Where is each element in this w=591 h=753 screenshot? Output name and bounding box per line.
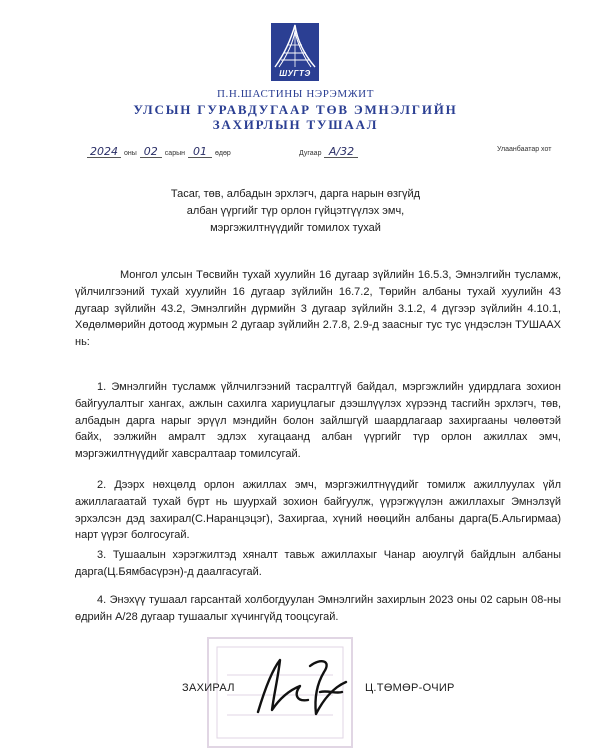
date-year: 2024 [87, 146, 121, 158]
year-label: оны [124, 150, 137, 157]
month-label: сарын [164, 150, 185, 157]
date-day: 01 [188, 146, 212, 158]
logo-text: ШУГТЭ [279, 69, 311, 78]
order-item-3: 3. Тушаалын хэрэгжилтэд хяналт тавьж ажиллахыг Чанар аюулгүй байдлын албаны дарга(Ц.Бямбасүрэн)-д даалгасугай. [75, 549, 561, 578]
date-month: 02 [140, 146, 162, 158]
hospital-logo [271, 23, 319, 81]
intro-paragraph: Монгол улсын Төсвийн тухай хуулийн 16 дугаар зүйлийн 16.5.3, Эмнэлгийн тусламж, үйлчилгээний тухай хуулийн 16 дугаар зүйлийн 16.7.2, Төрийн албаны тухай хуулийн 43 дугаар зүйлийн 43.2, Эмнэлгийн дүрмийн 3 дугаар зүйлийн 3.1.2, 4 дүгээр зүйлийн 4.10.1, Хөдөлмөрийн дотоод журмын 2 дугаар зүйлийн 2.7.8, 2.9-д заасныг тус тус үндэслэн ТУШААХ нь: [75, 269, 561, 349]
city-label: Улаанбаатар хот [497, 146, 552, 153]
order-item-2: 2. Дээрх нөхцөлд орлон ажиллах эмч, мэргэжилтнүүдийг томилж ажиллуулах үйл ажиллагаатай тухай бүрт нь шуурхай зохион байгуулж, үүрэгжүүлэн ажиллахыг Эмнэлзүй эрхэлсэн дэд захирал(С.Наранцэцэг), Захиргаа, хүний нөөцийн албаны дарга(Б.Альгирмаа) нарт үүрэг болгосугай. [75, 479, 561, 542]
order-number: А/32 [324, 146, 358, 158]
order-item-1: 1. Эмнэлгийн тусламж үйлчилгээний тасралтгүй байдал, мэргэжлийн удирдлага зохион байгуулалтыг хангах, ажлын сахилга хариуцлагыг дээшлүүлэх хүрээнд тасгийн эрхлэгч, төв, албадын дарга нарыг эрүүл мэндийн болон зайлшгүй шаардлагаар захиргааны чөлөөтэй байх, ээлжийн амралт эдлэх хугацаанд албан үүргийг түр орлон ажиллах эмч, мэргэжилтнүүдийг хавсралтаар томилсугай. [75, 381, 561, 461]
number-line [296, 146, 358, 158]
subject-line1: Тасаг, төв, албадын эрхлэгч, дарга нарын өзгүйд [170, 188, 421, 200]
order-subject [120, 186, 471, 237]
signatory-name: Ц.ТӨМӨР-ОЧИР [365, 682, 455, 694]
order-item-4: 4. Энэхүү тушаал гарсантай холбогдуулан Эмнэлгийн захирлын 2023 оны 02 сарын 08-ны өдрийн А/28 дугаар тушаалыг хүчингүйд тооцсугай. [75, 594, 561, 623]
signatory-role: ЗАХИРАЛ [182, 682, 235, 694]
doc-title-line2: ЗАХИРЛЫН ТУШААЛ [212, 117, 379, 132]
subject-line2: албан үүргийг түр орлон гүйцэтгүүлэх эмч, [186, 205, 405, 217]
handwritten-signature [250, 652, 355, 722]
number-label: Дугаар [299, 150, 322, 157]
org-line: П.Н.ШАСТИНЫ НЭРЭМЖИТ [216, 88, 375, 100]
date-line [87, 146, 234, 158]
day-label: өдөр [214, 150, 231, 157]
logo-emblem-icon [271, 23, 319, 69]
subject-line3: мэргэжилтнүүдийг томилох тухай [210, 222, 381, 234]
doc-title-line1: УЛСЫН ГУРАВДУГААР ТӨВ ЭМНЭЛГИЙН [133, 102, 458, 117]
